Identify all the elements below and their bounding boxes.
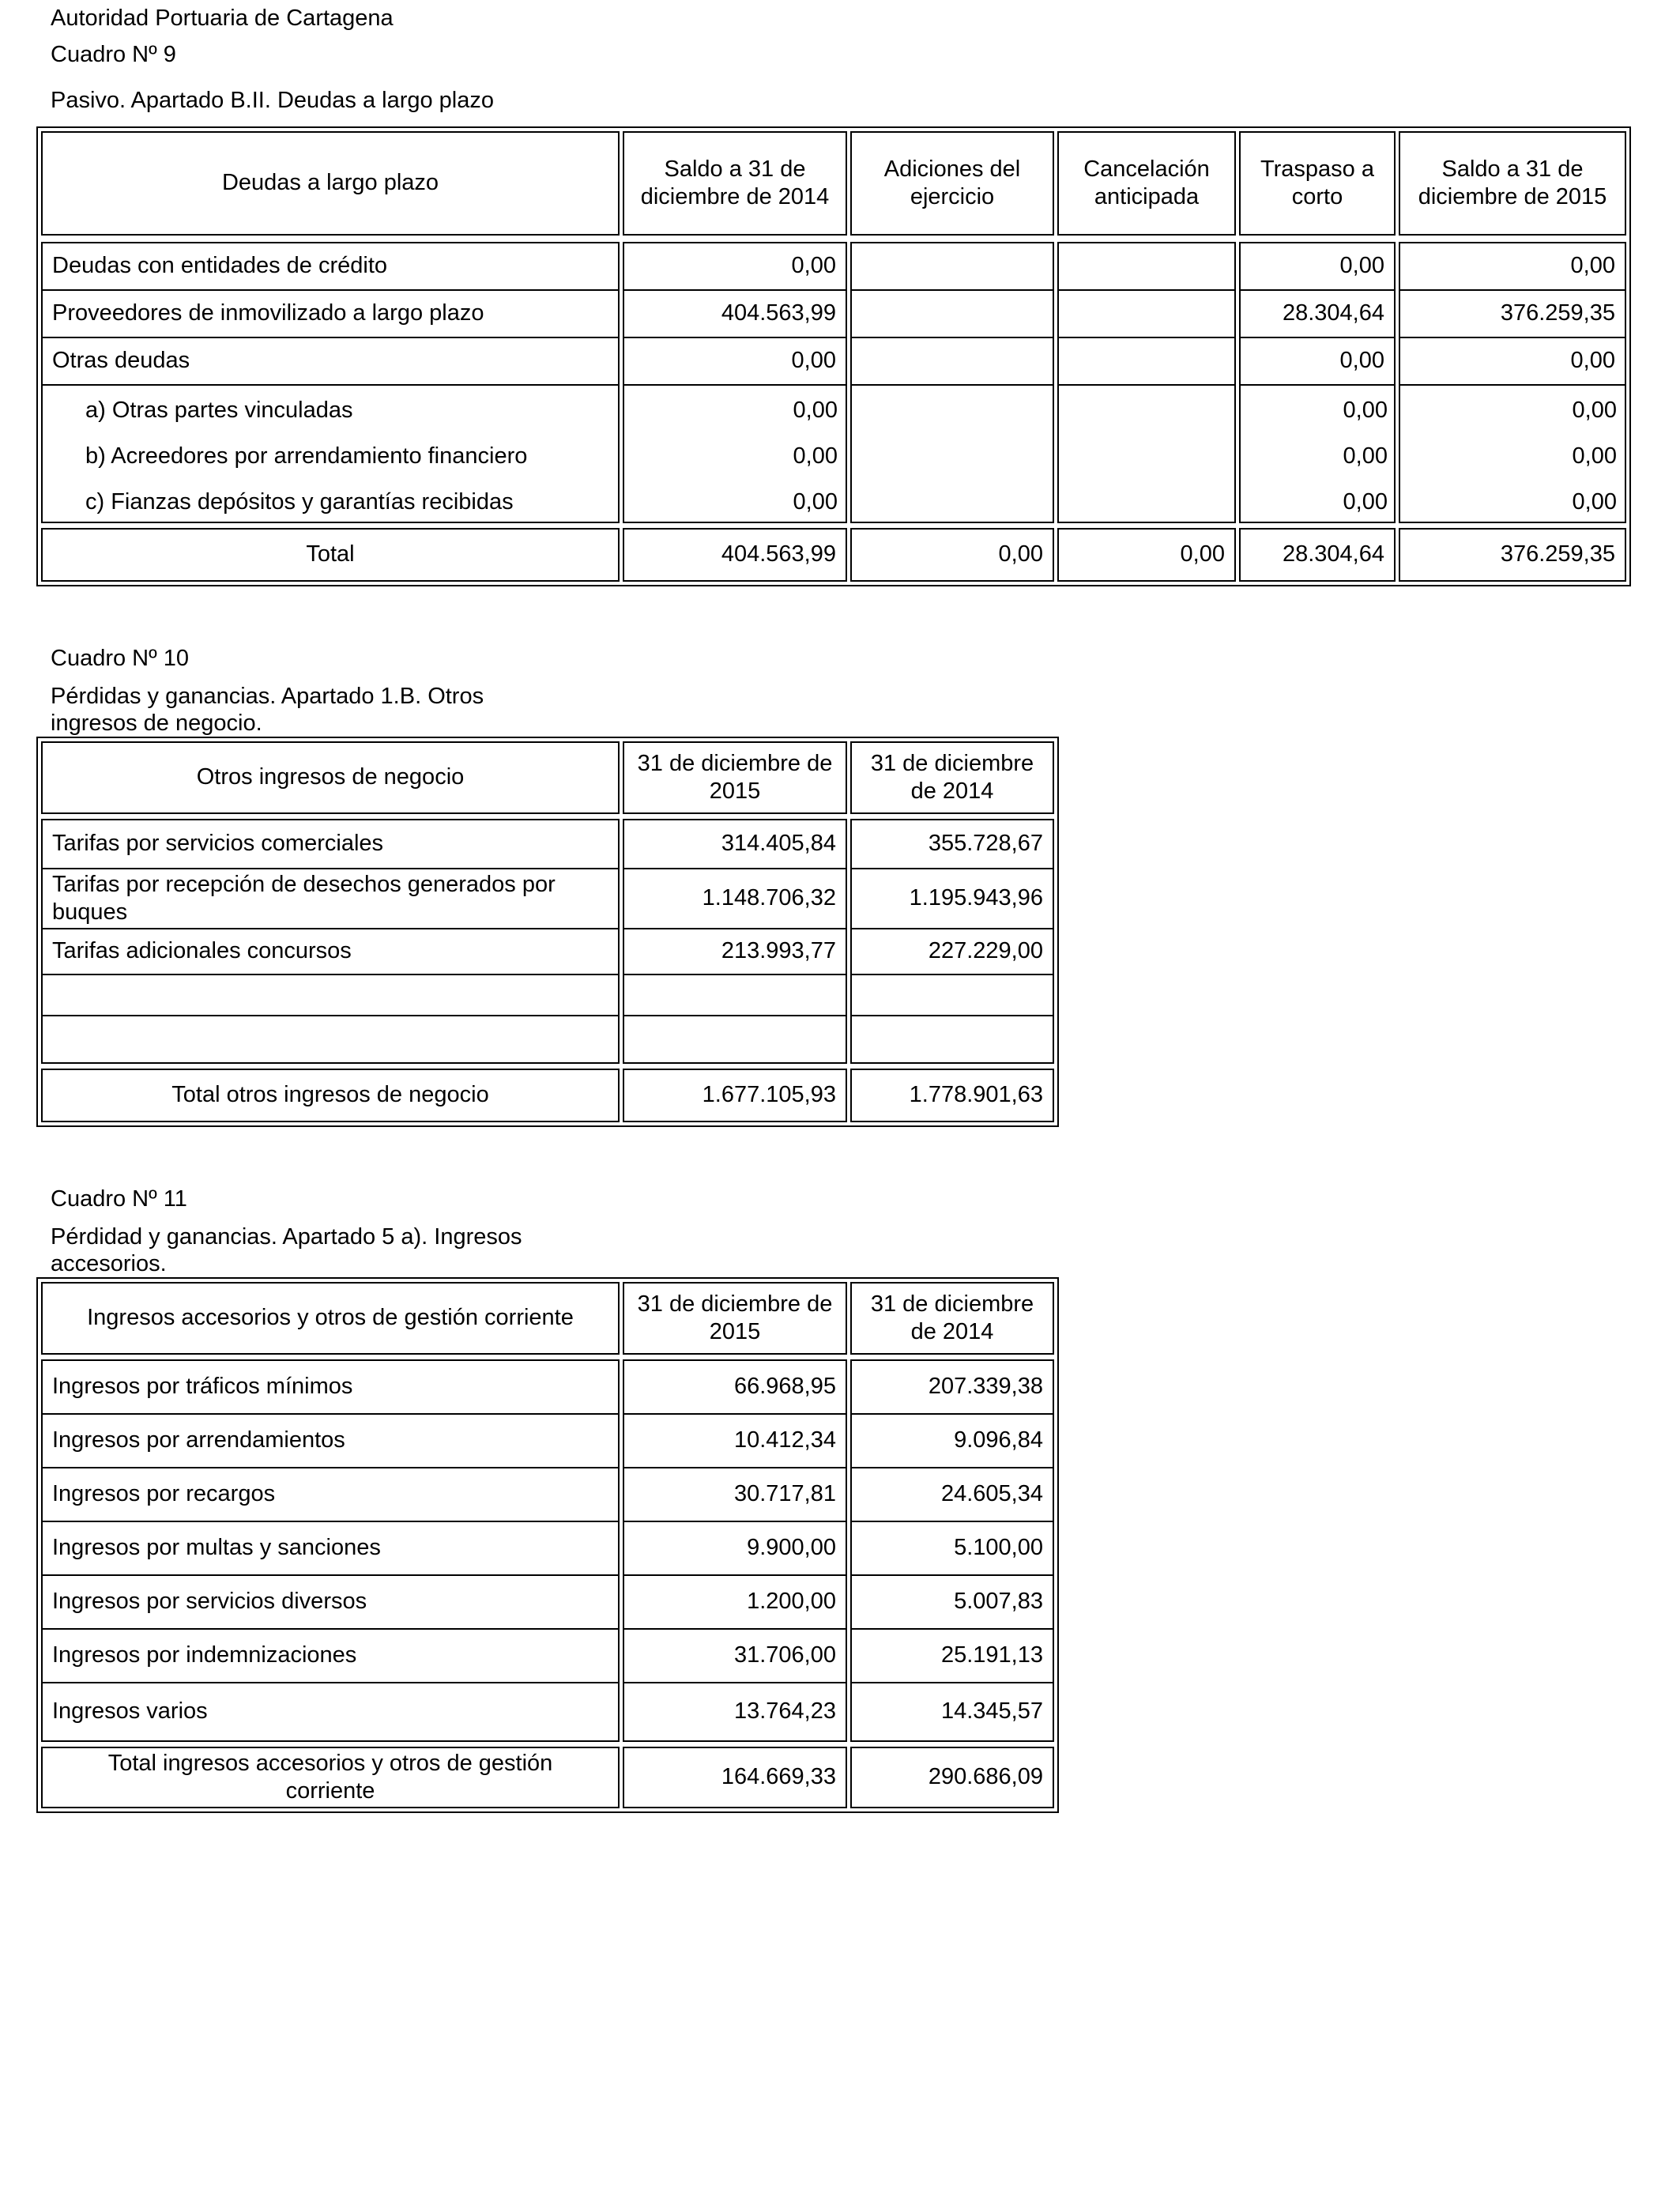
table9-header-traspaso: Traspaso a corto [1239,131,1396,236]
table-row-concept: Ingresos por indemnizaciones [41,1628,620,1683]
table-row-concept: Tarifas por recepción de desechos generados por buques [41,868,620,929]
table-row-subconcept: c) Fianzas depósitos y garantías recibidas [85,488,514,515]
table-cell: 10.412,34 [623,1413,847,1468]
table-cell: 0,00 [1572,397,1617,423]
table-cell: 0,00 [623,337,847,386]
table9-total-cell: 376.259,35 [1399,528,1626,582]
table-cell: 66.968,95 [623,1359,847,1415]
table9-label: Cuadro Nº 9 [51,42,176,67]
table9-caption: Pasivo. Apartado B.II. Deudas a largo plazo [51,88,495,113]
table11-caption-line1: Pérdidad y ganancias. Apartado 5 a). Ingresos [51,1224,522,1250]
table-cell [850,289,1054,338]
table10-header-concept: Otros ingresos de negocio [41,741,620,814]
table-cell: 0,00 [793,488,838,515]
table11-total-cell: 164.669,33 [623,1747,847,1808]
table-cell [1057,289,1236,338]
table9-subrows-c3-cell [1057,384,1236,523]
table-cell: 0,00 [1343,443,1388,469]
table-row-concept: Otras deudas [41,337,620,386]
table10-empty-cell [41,974,620,1016]
table11-header-2015: 31 de diciembre de 2015 [623,1282,847,1355]
table10-empty-cell [41,1015,620,1064]
table-cell: 25.191,13 [850,1628,1054,1683]
table-cell: 227.229,00 [850,928,1054,975]
organization-title: Autoridad Portuaria de Cartagena [51,6,394,31]
table11-label: Cuadro Nº 11 [51,1186,187,1212]
table-cell: 1.200,00 [623,1574,847,1630]
table-cell [850,337,1054,386]
table-cell: 0,00 [793,397,838,423]
table-cell: 0,00 [1239,242,1396,291]
table-cell: 0,00 [1399,242,1626,291]
table9-total-cell: 0,00 [1057,528,1236,582]
table9-total-label: Total [41,528,620,582]
table-cell: 404.563,99 [623,289,847,338]
table-cell: 213.993,77 [623,928,847,975]
table-row-subconcept: b) Acreedores por arrendamiento financiero [85,443,528,469]
table11-total-cell: 290.686,09 [850,1747,1054,1808]
table-cell [850,242,1054,291]
table-cell: 1.195.943,96 [850,868,1054,929]
table-row-concept: Tarifas adicionales concursos [41,928,620,975]
table-cell: 355.728,67 [850,819,1054,869]
table-cell: 1.148.706,32 [623,868,847,929]
table-row-concept: Ingresos por servicios diversos [41,1574,620,1630]
table10-empty-cell [850,1015,1054,1064]
table-cell: 9.096,84 [850,1413,1054,1468]
table10-total-cell: 1.778.901,63 [850,1069,1054,1122]
table-row-concept: Proveedores de inmovilizado a largo plazo [41,289,620,338]
table-row-concept: Ingresos por arrendamientos [41,1413,620,1468]
table11-caption-line2: accesorios. [51,1251,167,1276]
table-cell: 0,00 [1572,443,1617,469]
table11-total-label: Total ingresos accesorios y otros de gestión corriente [41,1747,620,1808]
table-row-concept: Deudas con entidades de crédito [41,242,620,291]
table-cell: 0,00 [1239,337,1396,386]
table-cell: 0,00 [1343,488,1388,515]
table10-header-2015: 31 de diciembre de 2015 [623,741,847,814]
table10-total-cell: 1.677.105,93 [623,1069,847,1122]
table-row-concept: Ingresos varios [41,1682,620,1742]
table-cell: 207.339,38 [850,1359,1054,1415]
table-cell: 0,00 [1572,488,1617,515]
table-row-concept: Ingresos por tráficos mínimos [41,1359,620,1415]
table9-header-adiciones: Adiciones del ejercicio [850,131,1054,236]
table-cell: 314.405,84 [623,819,847,869]
table9-subrows-c2-cell [850,384,1054,523]
table-cell: 28.304,64 [1239,289,1396,338]
table-cell: 376.259,35 [1399,289,1626,338]
table-cell [1057,337,1236,386]
table10-empty-cell [623,1015,847,1064]
table11-header-concept: Ingresos accesorios y otros de gestión corriente [41,1282,620,1355]
table10-label: Cuadro Nº 10 [51,646,190,671]
table-cell: 5.100,00 [850,1521,1054,1576]
table-cell: 0,00 [1343,397,1388,423]
table-cell: 9.900,00 [623,1521,847,1576]
table10-empty-cell [850,974,1054,1016]
table-cell: 0,00 [793,443,838,469]
table-row-concept: Tarifas por servicios comerciales [41,819,620,869]
table-row-concept: Ingresos por multas y sanciones [41,1521,620,1576]
table-cell: 30.717,81 [623,1467,847,1522]
table9-header-cancelacion: Cancelación anticipada [1057,131,1236,236]
table-cell: 0,00 [623,242,847,291]
table-cell: 24.605,34 [850,1467,1054,1522]
table10-header-2014: 31 de diciembre de 2014 [850,741,1054,814]
table11-header-2014: 31 de diciembre de 2014 [850,1282,1054,1355]
table-row-concept: Ingresos por recargos [41,1467,620,1522]
table9-total-cell: 404.563,99 [623,528,847,582]
table-cell: 31.706,00 [623,1628,847,1683]
table9-header-saldo-2014: Saldo a 31 de diciembre de 2014 [623,131,847,236]
table9-header-concept: Deudas a largo plazo [41,131,620,236]
table10-caption-line2: ingresos de negocio. [51,711,262,736]
table10-caption-line1: Pérdidas y ganancias. Apartado 1.B. Otros [51,684,484,709]
table-row-subconcept: a) Otras partes vinculadas [85,397,353,423]
table10-empty-cell [623,974,847,1016]
table9-header-saldo-2015: Saldo a 31 de diciembre de 2015 [1399,131,1626,236]
table9-total-cell: 28.304,64 [1239,528,1396,582]
table-cell [1057,242,1236,291]
table10-total-label: Total otros ingresos de negocio [41,1069,620,1122]
table-cell: 14.345,57 [850,1682,1054,1742]
table9-total-cell: 0,00 [850,528,1054,582]
table-cell: 5.007,83 [850,1574,1054,1630]
table-cell: 13.764,23 [623,1682,847,1742]
table-cell: 0,00 [1399,337,1626,386]
